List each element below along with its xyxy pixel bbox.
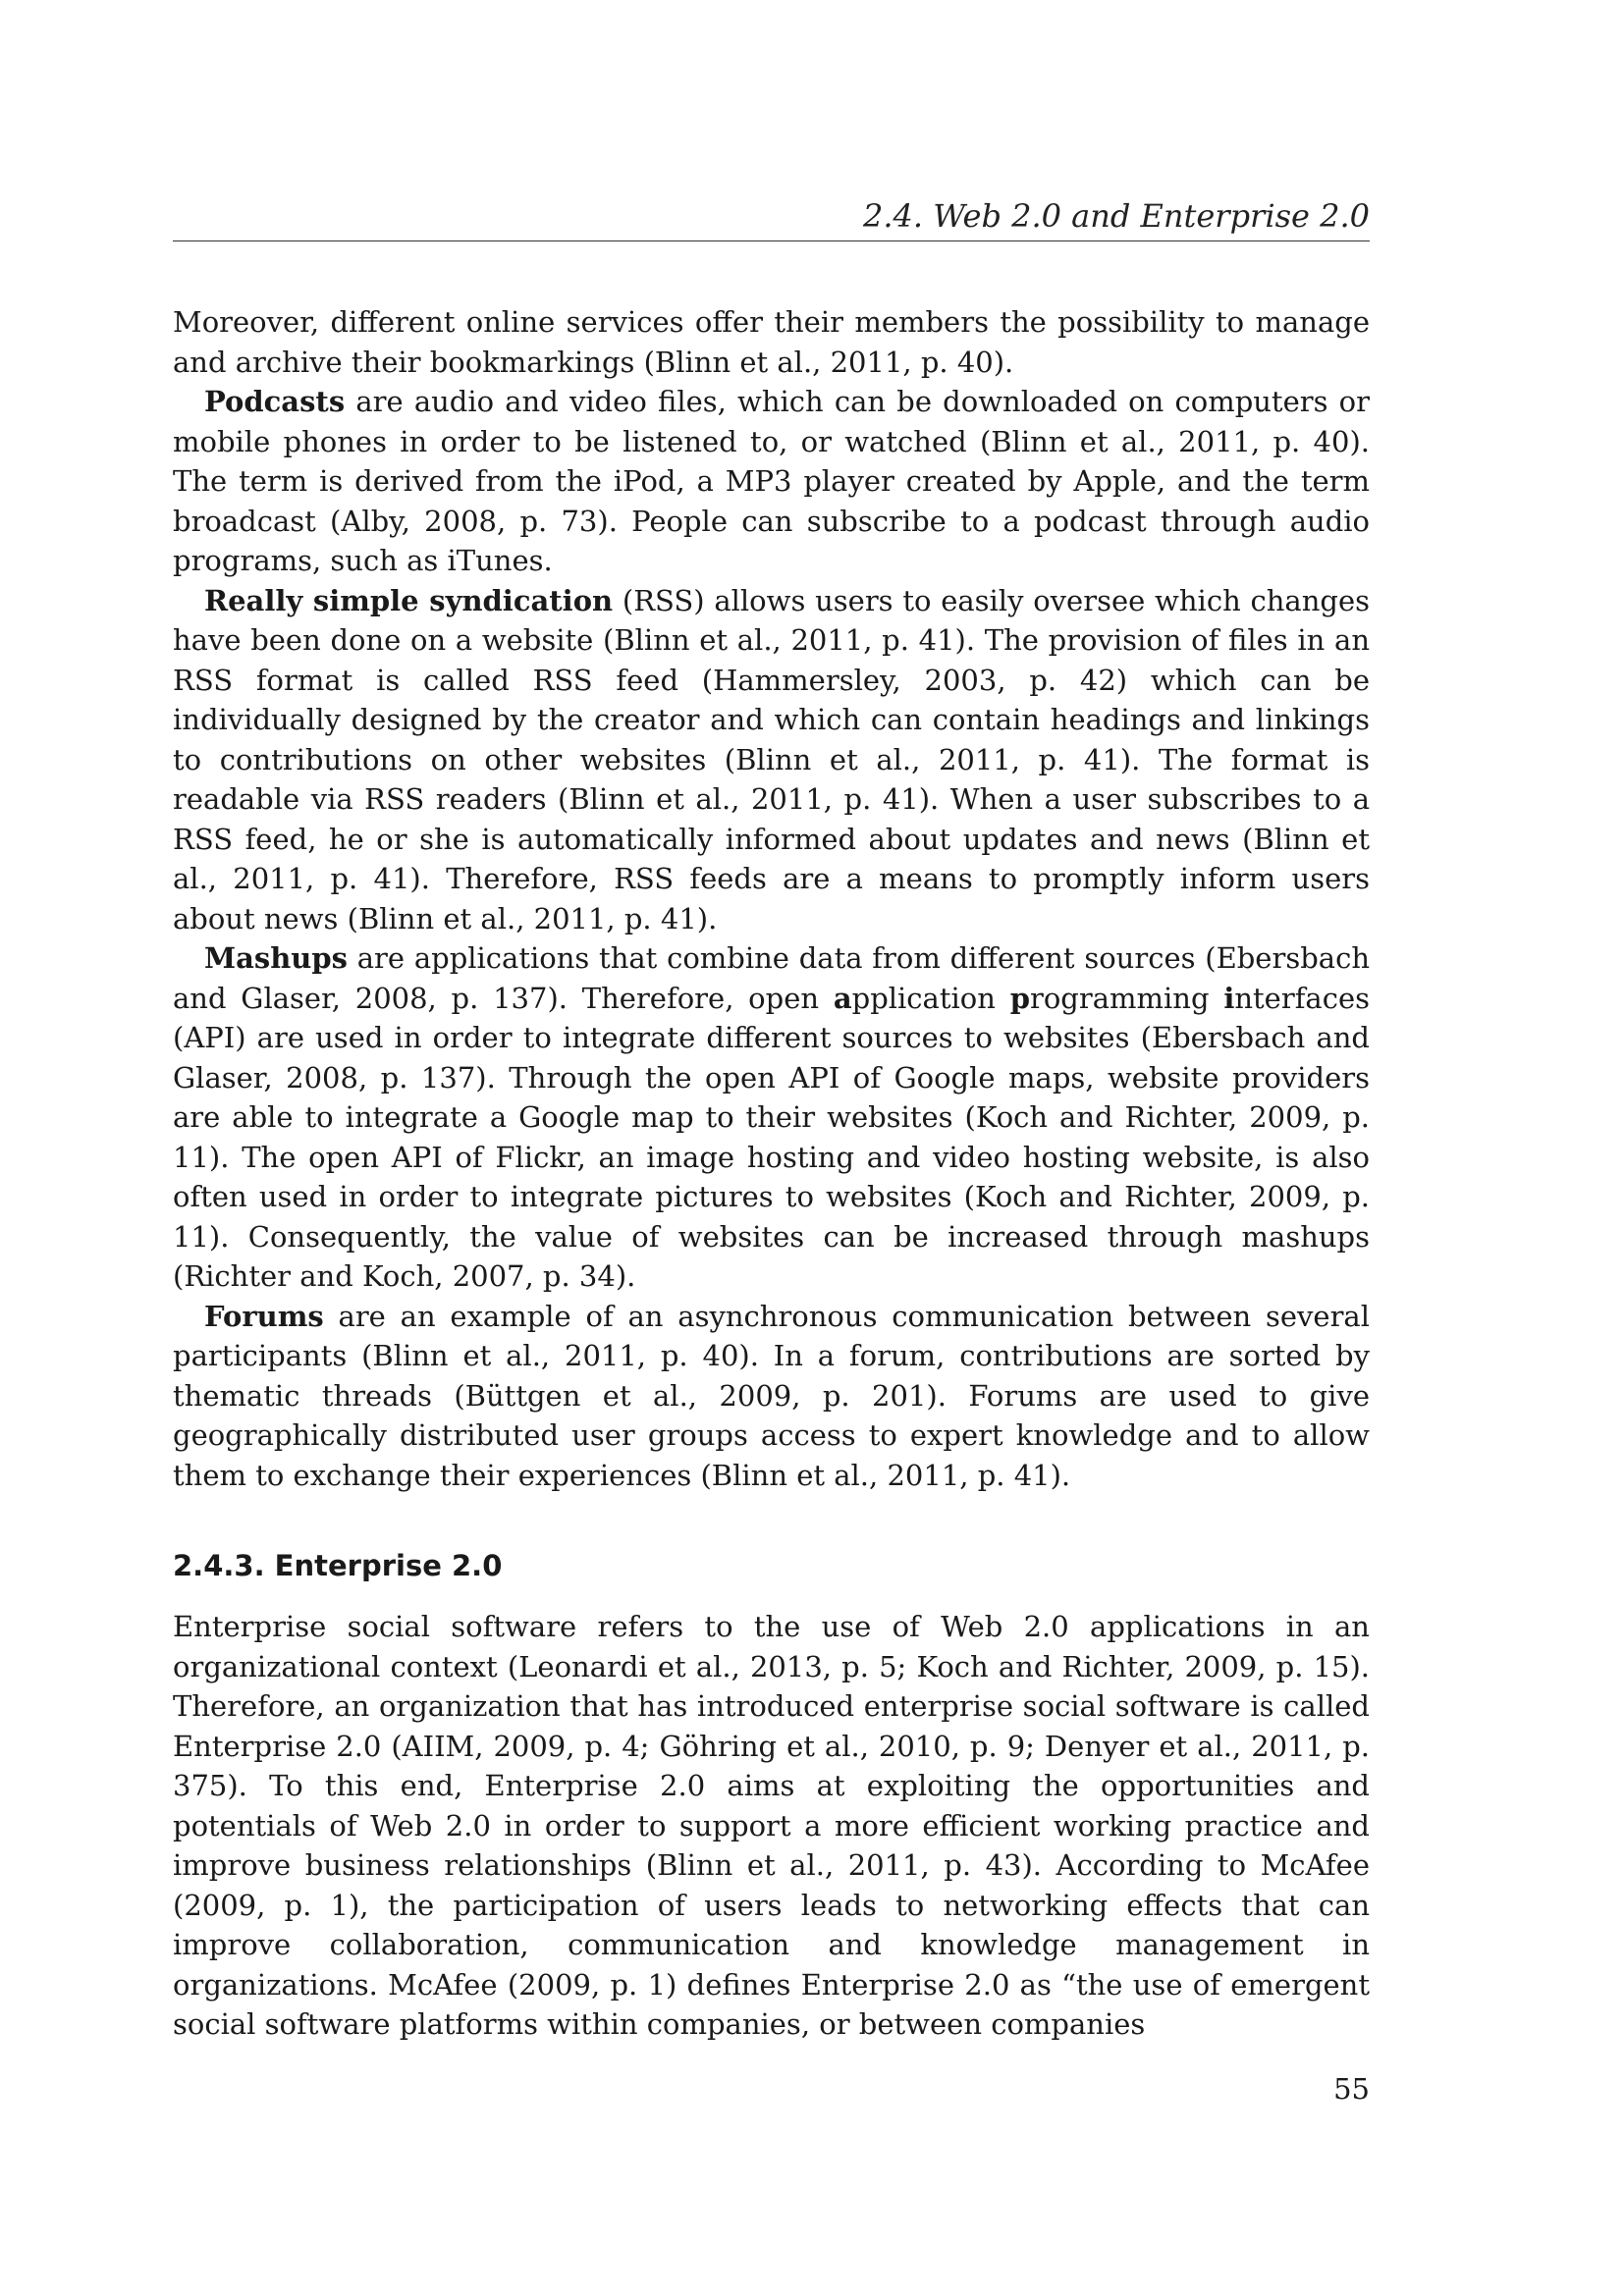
term-mashups: Mashups xyxy=(204,941,348,975)
paragraph-rss-text: (RSS) allows users to easily oversee which changes have been done on a website (Blinn et al., 2011, p. 41). The provision of files in an RSS format is called RSS feed (Hammersley, 2003, p. 42) which can be individually designed by the creator and which can contain headings and linkings to contributions on other websites (Blinn et al., 2011, p. 41). The format is readable via RSS readers (Blinn et al., 2011, p. 41). When a user subscribes to a RSS feed, he or she is automatically informed about updates and news (Blinn et al., 2011, p. 41). Therefore, RSS feeds are a means to promptly inform users about news (Blinn et al., 2011, p. 41). xyxy=(173,583,1370,935)
api-letter-a: a xyxy=(833,981,852,1015)
paragraph-forums-text: are an example of an asynchronous communication between several participants (Blinn et al., 2011, p. 40). In a forum, contributions are sorted by thematic threads (Büttgen et al., 2009, p. 201). Forums are used to give geographically distributed user groups access to expert knowledge and to allow them to exchange their experiences (Blinn et al., 2011, p. 41). xyxy=(173,1299,1370,1492)
paragraph-forums xyxy=(173,1297,1370,1496)
api-word-programming-rest: rogramming xyxy=(1029,981,1224,1015)
api-letter-i: i xyxy=(1223,981,1235,1015)
page-number: 55 xyxy=(1333,2072,1370,2106)
section-heading: 2.4.3. Enterprise 2.0 xyxy=(173,1549,503,1582)
paragraph-rss xyxy=(173,581,1370,939)
running-header: 2.4. Web 2.0 and Enterprise 2.0 xyxy=(862,197,1370,235)
paragraph-mashups xyxy=(173,938,1370,1297)
api-letter-p: p xyxy=(1009,981,1030,1015)
term-rss: Really simple syndication xyxy=(204,583,614,617)
paragraph-mashups-text-a: are applications that combine data from different sources (Ebersbach and Glaser, 2008, p. 137). Therefore, open xyxy=(173,941,1370,1015)
api-word-application-rest: pplication xyxy=(851,981,1010,1015)
paragraph-podcasts xyxy=(173,382,1370,581)
paragraph-bookmarking: Moreover, different online services offer their members the possibility to manage and archive their bookmarkings (Blinn et al., 2011, p. 40). xyxy=(173,305,1370,379)
paragraph-enterprise: Enterprise social software refers to the use of Web 2.0 applications in an organizational context (Leonardi et al., 2013, p. 5; Koch and Richter, 2009, p. 15). Therefore, an organization that has introduced enterprise social software is called Enterprise 2.0 (AIIM, 2009, p. 4; Göhring et al., 2010, p. 9; Denyer et al., 2011, p. 375). To this end, Enterprise 2.0 aims at exploiting the opportunities and potentials of Web 2.0 in order to support a more efficient working practice and improve business relationships (Blinn et al., 2011, p. 43). According to McAfee (2009, p. 1), the participation of users leads to networking effects that can improve collaboration, communication and knowledge management in organizations. McAfee (2009, p. 1) defines Enterprise 2.0 as “the use of emergent social software platforms within companies, or between companies xyxy=(173,1610,1370,2041)
paragraph-mashups-text-b: nterfaces (API) are used in order to integrate different sources to websites (Ebersbach and Glaser, 2008, p. 137). Through the open API of Google maps, website providers are able to integrate a Google map to their websites (Koch and Richter, 2009, p. 11). The open API of Flickr, an image hosting and video hosting website, is also often used in order to integrate pictures to websites (Koch and Richter, 2009, p. 11). Consequently, the value of websites can be increased through mashups (Richter and Koch, 2007, p. 34). xyxy=(173,981,1371,1293)
term-podcasts: Podcasts xyxy=(204,385,346,418)
body-text xyxy=(173,302,1370,2045)
term-forums: Forums xyxy=(204,1299,324,1333)
paragraph-podcasts-text: are audio and video files, which can be downloaded on computers or mobile phones in order to be listened to, or watched (Blinn et al., 2011, p. 40). The term is derived from the iPod, a MP3 player created by Apple, and the term broadcast (Alby, 2008, p. 73). People can subscribe to a podcast through audio programs, such as iTunes. xyxy=(173,385,1370,577)
header-rule xyxy=(173,240,1370,241)
